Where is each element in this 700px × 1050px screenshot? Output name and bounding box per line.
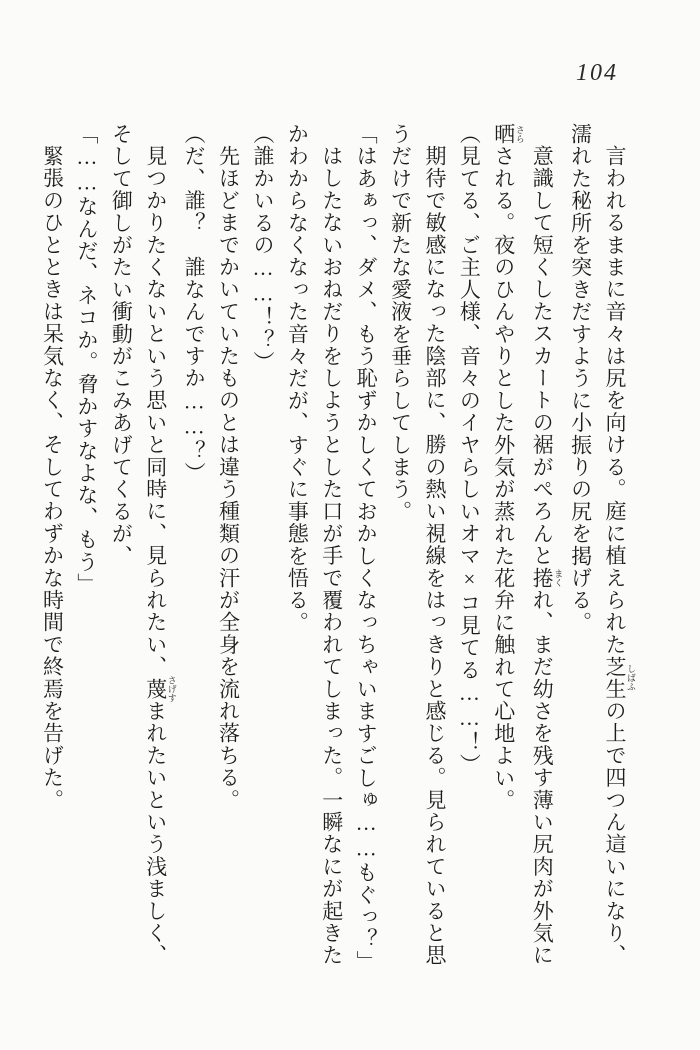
ruby-annotated-word: 蔑 さげす [143,675,177,703]
furigana: さら [514,123,525,146]
ruby-annotated-word: 芝生 しばふ [603,655,636,701]
text-column: 「はあぁっ、ダメ、もう恥ずかしくておかしくなっちゃいますごしゅ……もぐっ？」 [354,123,379,973]
text-column: 期待で敏感になった陰部に、勝の熱い視線をはっきりと感じる。見られていると思 [422,145,447,967]
page-number: 104 [576,60,618,86]
text-column: 言われるままに音々は尻を向ける。庭に植えられた芝生 しばふの上で四つん這いになり、 [603,145,636,967]
text-column: はしたないおねだりをしようとした口が手で覆われてしまった。一瞬なにが起きた [319,145,344,967]
text-column: （誰かいるの……！？） [250,123,275,374]
ruby-annotated-word: 晒 さら [491,123,525,146]
text-column: そして御しがたい衝動がこみあげてくるが、 [109,123,134,567]
text-column: 先ほどまでかいていたものとは違う種類の汗が全身を流れ落ちる。 [216,145,241,811]
text-column: （だ、誰？ 誰なんですか……？） [182,123,207,485]
text-column: 晒 さらされる。夜のひんやりとした外気が蒸れた花弁に触れて心地よい。 [491,123,525,812]
text-block [35,123,636,971]
furigana: まく [553,566,564,589]
text-column: 意識して短くしたスカートの裾がぺろんと捲 まくれ、まだ幼さを残す薄い尻肉が外気に [530,145,564,967]
ruby-annotated-word: 捲 まく [530,566,564,590]
text-column: （見てる、ご主人様、音々のイヤらしいオマ×コ見てる……！） [457,123,482,776]
text-column: うだけで新たな愛液を垂らしてしまう。 [388,123,413,523]
text-column: 見つかりたくないという思いと同時に、見られたい、蔑 さげすまれたいという浅ましく、 [143,145,177,967]
text-column: 緊張のひとときは呆気なく、そしてわずかな時間で終焉を告げた。 [40,145,65,811]
text-column: 「……なんだ、ネコか。脅かすなよな、もう」 [74,123,99,596]
furigana: さげす [166,675,177,703]
text-column: かわからなくなった音々だが、すぐに事態を悟る。 [285,123,310,634]
text-column: 濡れた秘所を突きだすように小振りの尻を掲げる。 [568,123,593,634]
furigana: しばふ [626,655,636,701]
